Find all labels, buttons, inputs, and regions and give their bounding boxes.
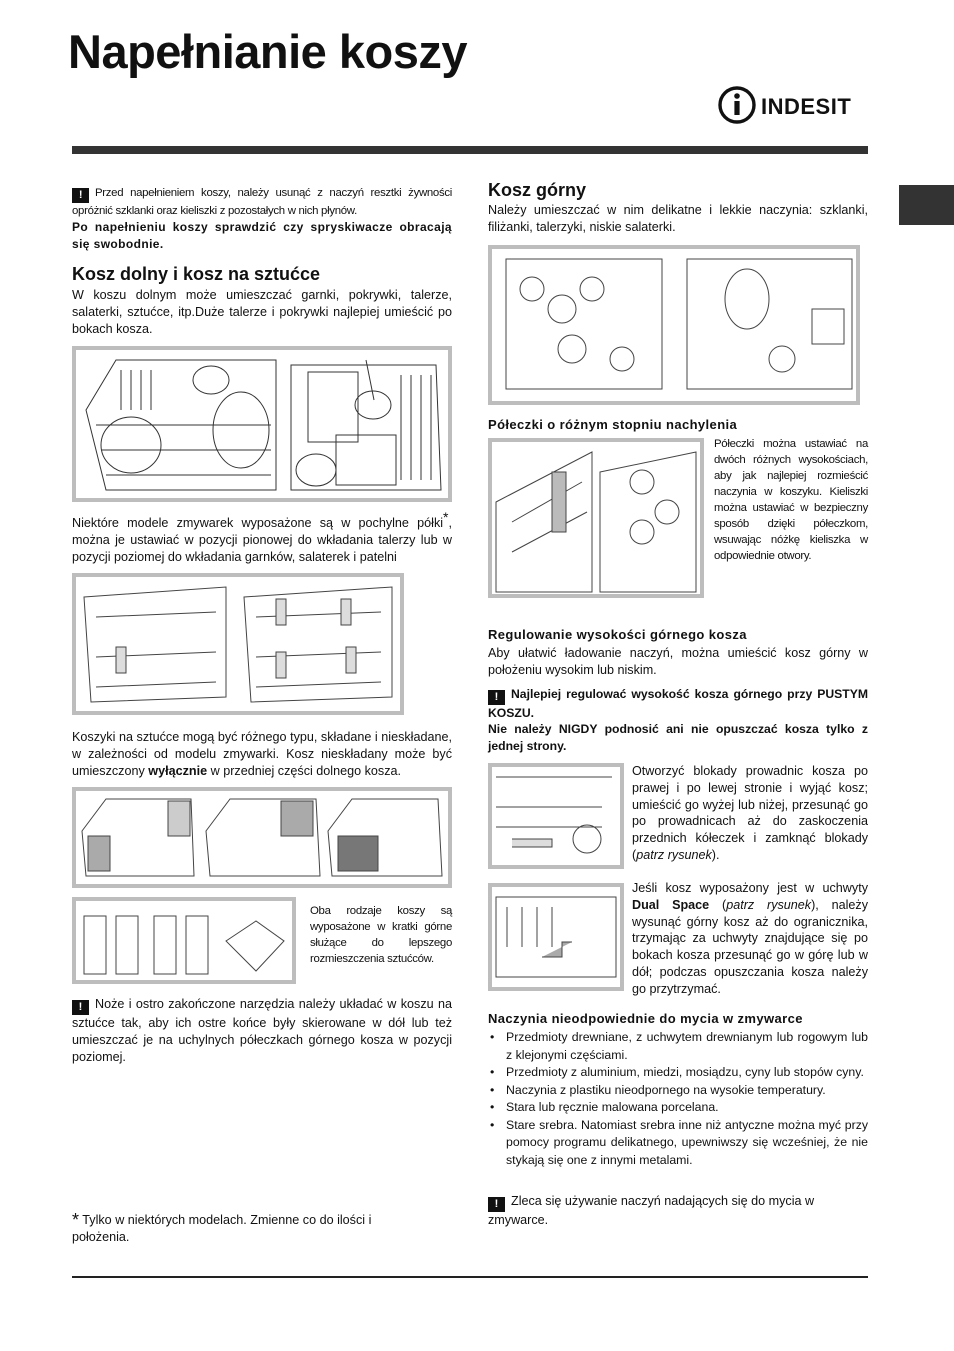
warning-icon: !: [72, 1000, 89, 1015]
height-text: Aby ułatwić ładowanie naczyń, można umieścić kosz górny w położeniu wysokim lub niskim.: [488, 646, 868, 677]
warning-icon: !: [488, 1197, 505, 1212]
section-heading-upper-basket: Kosz górny: [488, 180, 587, 200]
shelves-text: Półeczki można ustawiać na dwóch różnych wysokościach, aby jak najlepiej rozmieścić naczynia w koszyku. Kieliszki można ustawiać w bezpieczny sposób dzięki półeczkom, wsuwając nóżkę kieliszka w odpowiednie otwory.: [714, 438, 868, 562]
figure-rails: [488, 763, 624, 869]
rails-illustration: [492, 767, 620, 865]
tilt-shelves-illustration: [76, 577, 400, 711]
figure-dual-space: [488, 883, 624, 991]
cutlery-positions-illustration: [76, 791, 448, 884]
indesit-logo: [718, 84, 868, 126]
dual-space-illustration: [492, 887, 620, 987]
list-item: • Stare srebra. Natomiast srebra inne niż antyczne można myć przy pomocy programu delikatnego, upewniwszy się wcześniej, że nie stykają się one z innymi metalami.: [488, 1117, 868, 1170]
knives-warning: ! Noże i ostro zakończone narzędzia należy układać w koszu na sztućce tak, aby ich ostre końce były skierowane w dół lub też umieszczać je na uchylnych półeczkach górnego kosza w pozycji poziomej.: [72, 997, 452, 1064]
language-tab: [899, 185, 954, 225]
section-heading-lower-basket: Kosz dolny i kosz na sztućce: [72, 264, 321, 284]
upper-basket-text: Należy umieszczać w nim delikatne i lekkie naczynia: szklanki, filiżanki, talerzyki, niskie salaterki.: [488, 203, 868, 234]
brand-name: INDESIT: [761, 94, 852, 119]
section-heading-height: Regulowanie wysokości górnego kosza: [488, 627, 747, 642]
header-rule: [72, 146, 868, 154]
unsuitable-list: [488, 1029, 868, 1169]
height-warning-1: ! Najlepiej regulować wysokość kosza górnego przy PUSTYM KOSZU.: [488, 687, 868, 720]
cutlery-text: Koszyki na sztućce mogą być różnego typu, składane i nieskładane, w zależności od modelu zmywarki. Kosz nieskładany może być umieszczony wyłącznie w przedniej części dolnego kosza.: [72, 730, 452, 778]
grid-text: Oba rodzaje koszy są wyposażone w kratki górne służące do lepszego rozmieszczenia sztućców.: [310, 905, 452, 965]
page-title: Napełnianie koszy: [68, 25, 467, 78]
footer-rule: [72, 1276, 868, 1278]
upper-basket-illustration: [492, 249, 856, 401]
shelves-illustration: [492, 442, 700, 594]
footnote: * Tylko w niektórych modelach. Zmienne co do ilości i położenia.: [72, 1210, 372, 1244]
tilt-text: Niektóre modele zmywarek wyposażone są w pochylne półki*, można je ustawiać w pozycji pionowej do wkładania talerzy lub w pozycji poziomej do wkładania garnków, salaterek i patelni: [72, 509, 452, 565]
final-warning: ! Zleca się używanie naczyń nadających się do mycia w zmywarce.: [488, 1194, 815, 1227]
figure-cutlery-positions: [72, 787, 452, 888]
section-heading-shelves: Półeczki o różnym stopniu nachylenia: [488, 417, 738, 432]
height-warning-2: Nie należy NIGDY podnosić ani nie opuszczać kosza tylko z jednej strony.: [488, 722, 868, 753]
figure-tilt-shelves: [72, 573, 404, 715]
list-item: • Stara lub ręcznie malowana porcelana.: [488, 1099, 868, 1117]
lower-basket-text: W koszu dolnym może umieszczać garnki, pokrywki, talerze, salaterki, sztućce, itp.Duże talerze i pokrywki najlepiej umieścić po bokach kosza.: [72, 288, 452, 336]
warning-icon: !: [72, 188, 89, 203]
rails-text: Otworzyć blokady prowadnic kosza po prawej i po lewej stronie i wyjąć kosz; umieścić go wyżej lub niżej, przesunąć go po prowadnicach aż do zaskoczenia przednich kółeczek i zamknąć blokady (patrz rysunek).: [632, 764, 868, 862]
figure-cutlery-baskets: [72, 897, 296, 984]
cutlery-baskets-illustration: [76, 901, 292, 980]
list-item: • Przedmioty drewniane, z uchwytem drewnianym lub rogowym lub z klejonymi częściami.: [488, 1029, 868, 1064]
indesit-logo-mark: [718, 84, 868, 126]
intro-bold: Po napełnieniu koszy sprawdzić czy spryskiwacze obracają się swobodnie.: [72, 220, 452, 251]
section-heading-unsuitable: Naczynia nieodpowiednie do mycia w zmywarce: [488, 1011, 803, 1026]
intro-warning: ! Przed napełnieniem koszy, należy usunąć z naczyń resztki żywności opróżnić szklanki oraz kieliszki z pozostałych w nich płynów.: [72, 187, 452, 217]
figure-lower-basket: [72, 346, 452, 502]
dual-space-text: Jeśli kosz wyposażony jest w uchwyty Dual Space (patrz rysunek), należy wysunąć górny kosz aż do ogranicznika, trzymając za uchwyty znajdujące się po bokach kosza przesunąć go w górę lub w dół; podczas opuszczania kosza należy go przytrzymać.: [632, 881, 868, 996]
figure-shelves: [488, 438, 704, 598]
list-item: • Przedmioty z aluminium, miedzi, mosiądzu, cyny lub stopów cyny.: [488, 1064, 868, 1082]
list-item: • Naczynia z plastiku nieodpornego na wysokie temperatury.: [488, 1082, 868, 1100]
figure-upper-basket: [488, 245, 860, 405]
lower-basket-illustration: [76, 350, 448, 498]
warning-icon: !: [488, 690, 505, 705]
